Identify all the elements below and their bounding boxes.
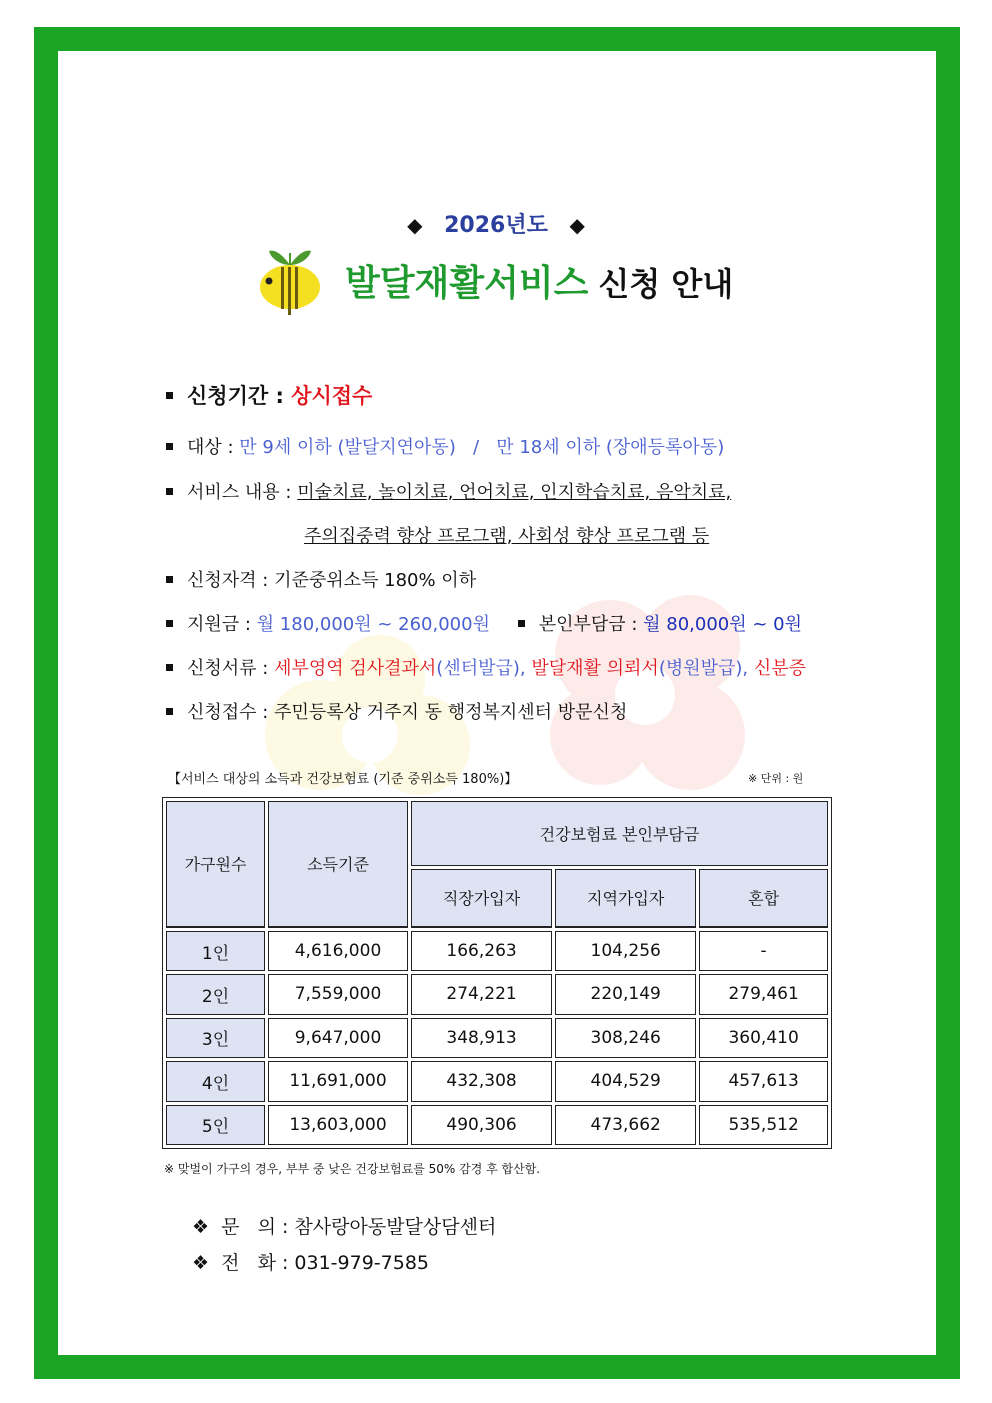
reception-value: 주민등록상 거주지 동 행정복지센터 방문신청 bbox=[274, 702, 628, 723]
value-cell: 360,410 bbox=[699, 1018, 828, 1058]
support-value: 월 180,000원 ~ 260,000원 bbox=[256, 614, 490, 635]
square-bullet-icon bbox=[518, 620, 525, 627]
bee-logo-icon bbox=[257, 243, 323, 317]
inquiry-value: 참사랑아동발달상담센터 bbox=[294, 1216, 497, 1238]
square-bullet-icon bbox=[166, 708, 173, 715]
service-line-2: 주의집중력 향상 프로그램, 사회성 향상 프로그램 등 bbox=[304, 526, 710, 547]
value-cell: 166,263 bbox=[411, 931, 552, 971]
value-cell: 308,246 bbox=[555, 1018, 696, 1058]
copay-label: 본인부담금 : bbox=[538, 614, 638, 635]
square-bullet-icon bbox=[166, 392, 173, 399]
value-cell: 11,691,000 bbox=[268, 1061, 408, 1101]
year-heading bbox=[0, 208, 992, 239]
service-label: 서비스 내용 : bbox=[187, 482, 292, 503]
value-cell: 432,308 bbox=[411, 1061, 552, 1101]
table-caption: 【서비스 대상의 소득과 건강보험료 (기준 중위소득 180%)】 bbox=[168, 772, 518, 787]
header-household: 가구원수 bbox=[166, 801, 265, 928]
value-cell: 4,616,000 bbox=[268, 931, 408, 971]
phone-value: 031-979-7585 bbox=[294, 1252, 430, 1274]
table-row bbox=[166, 974, 828, 1014]
header-employee: 직장가입자 bbox=[411, 869, 552, 928]
diamond-bullet-icon: ❖ bbox=[192, 1252, 210, 1274]
value-cell: 7,559,000 bbox=[268, 974, 408, 1014]
reception-label: 신청접수 : bbox=[187, 702, 269, 723]
copay-value: 월 80,000원 ~ 0원 bbox=[643, 614, 803, 635]
document-2-note: (병원발급) bbox=[658, 658, 743, 679]
value-cell: 348,913 bbox=[411, 1018, 552, 1058]
documents-label: 신청서류 : bbox=[187, 658, 269, 679]
qualification-item bbox=[166, 566, 476, 592]
phone-line bbox=[192, 1248, 429, 1275]
separator: , bbox=[742, 658, 749, 679]
period-value: 상시접수 bbox=[291, 384, 373, 408]
service-item bbox=[166, 478, 731, 504]
household-cell: 4인 bbox=[166, 1061, 265, 1101]
table-row bbox=[166, 1018, 828, 1058]
square-bullet-icon bbox=[166, 488, 173, 495]
square-bullet-icon bbox=[166, 664, 173, 671]
value-cell: 473,662 bbox=[555, 1105, 696, 1145]
value-cell: 104,256 bbox=[555, 931, 696, 971]
phone-label: 전 화 : bbox=[221, 1252, 289, 1274]
header-regional: 지역가입자 bbox=[555, 869, 696, 928]
support-label: 지원금 : bbox=[187, 614, 251, 635]
household-cell: 1인 bbox=[166, 931, 265, 971]
target-value: 만 9세 이하 (발달지연아동) / 만 18세 이하 (장애등록아동) bbox=[239, 437, 725, 458]
value-cell: 279,461 bbox=[699, 974, 828, 1014]
table-row bbox=[166, 1061, 828, 1101]
service-line-1: 미술치료, 놀이치료, 언어치료, 인지학습치료, 음악치료, bbox=[297, 482, 732, 503]
title-main: 발달재활서비스 bbox=[345, 263, 589, 304]
qualification-label: 신청자격 : bbox=[187, 570, 269, 591]
document-1: 세부영역 검사결과서 bbox=[274, 658, 437, 679]
target-label: 대상 : bbox=[187, 437, 234, 458]
inquiry-line bbox=[192, 1212, 496, 1239]
period-item bbox=[166, 380, 372, 410]
table-row bbox=[166, 931, 828, 971]
value-cell: 535,512 bbox=[699, 1105, 828, 1145]
value-cell: 490,306 bbox=[411, 1105, 552, 1145]
diamond-icon: ◆ bbox=[569, 213, 585, 237]
square-bullet-icon bbox=[166, 620, 173, 627]
header-insurance: 건강보험료 본인부담금 bbox=[411, 801, 828, 866]
table-row bbox=[166, 1105, 828, 1145]
value-cell: 274,221 bbox=[411, 974, 552, 1014]
household-cell: 5인 bbox=[166, 1105, 265, 1145]
target-item bbox=[166, 433, 724, 459]
diamond-bullet-icon: ❖ bbox=[192, 1216, 210, 1238]
diamond-icon: ◆ bbox=[407, 213, 423, 237]
value-cell: 9,647,000 bbox=[268, 1018, 408, 1058]
household-cell: 2인 bbox=[166, 974, 265, 1014]
documents-item bbox=[166, 654, 806, 680]
qualification-value: 기준중위소득 180% 이하 bbox=[274, 570, 477, 591]
title-suffix: 신청 안내 bbox=[598, 265, 734, 303]
period-label: 신청기간 : bbox=[187, 384, 284, 408]
table-body bbox=[166, 931, 828, 1145]
document-1-note: (센터발급) bbox=[436, 658, 520, 679]
table-unit: ※ 단위 : 원 bbox=[748, 772, 804, 785]
income-insurance-table bbox=[162, 797, 832, 1149]
header-income: 소득기준 bbox=[268, 801, 408, 928]
value-cell: - bbox=[699, 931, 828, 971]
header-mixed: 혼합 bbox=[699, 869, 828, 928]
separator: , bbox=[519, 658, 526, 679]
value-cell: 404,529 bbox=[555, 1061, 696, 1101]
table-note: ※ 맞벌이 가구의 경우, 부부 중 낮은 건강보험료를 50% 감경 후 합산함. bbox=[164, 1162, 541, 1176]
household-cell: 3인 bbox=[166, 1018, 265, 1058]
page-title bbox=[345, 255, 733, 306]
value-cell: 457,613 bbox=[699, 1061, 828, 1101]
square-bullet-icon bbox=[166, 576, 173, 583]
reception-item bbox=[166, 698, 627, 724]
square-bullet-icon bbox=[166, 443, 173, 450]
support-item bbox=[166, 610, 802, 636]
value-cell: 13,603,000 bbox=[268, 1105, 408, 1145]
document-3: 신분증 bbox=[753, 658, 807, 679]
value-cell: 220,149 bbox=[555, 974, 696, 1014]
document-2: 발달재활 의뢰서 bbox=[531, 658, 659, 679]
year-text: 2026년도 bbox=[444, 213, 548, 238]
inquiry-label: 문 의 : bbox=[221, 1216, 289, 1238]
